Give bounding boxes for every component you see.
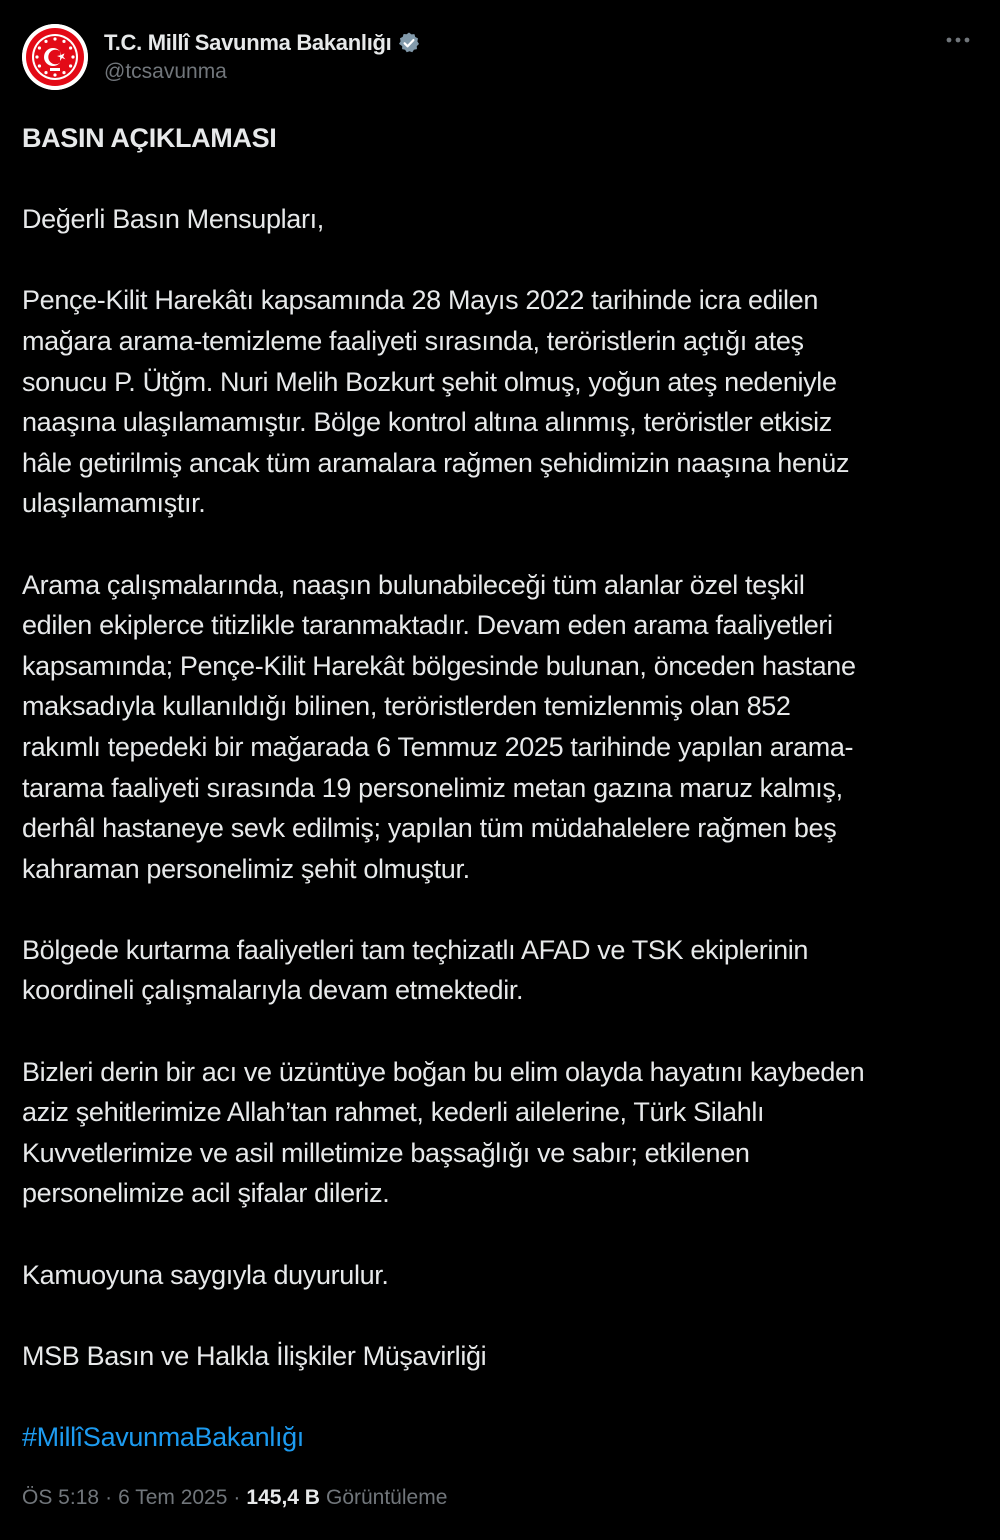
paragraph-incident-2022: Pençe-Kilit Harekâtı kapsamında 28 Mayıs 2022 tarihinde icra edilen mağara arama-temizleme faaliyeti sırasında, teröristlerin açtığı ateş sonucu P. Ütğm. Nuri Melih Bozkurt şehit olmuş, yoğun ateş nedeniyle naaşına ulaşılamamıştır. Bölge kontrol altına alınmış, teröristler etkisiz hâle getirilmiş ancak tüm aramalara rağmen şehidimizin naaşına henüz ulaşılamamıştır. (22, 285, 850, 519)
display-name[interactable]: T.C. Millî Savunma Bakanlığı (104, 30, 392, 55)
press-release-title: BASIN AÇIKLAMASI (22, 123, 277, 153)
author-names (104, 28, 421, 84)
more-options-icon[interactable] (942, 26, 974, 54)
views-label: Görüntüleme (325, 1486, 448, 1509)
tweet-date[interactable]: 6 Tem 2025 (118, 1486, 228, 1509)
verified-badge-icon[interactable] (397, 31, 421, 55)
tweet-time[interactable]: ÖS 5:18 (22, 1486, 100, 1509)
tweet-meta (22, 1483, 447, 1513)
paragraph-signature: MSB Basın ve Halkla İlişkiler Müşavirliği (22, 1340, 487, 1371)
tweet-text (22, 118, 978, 1498)
msb-logo-icon (22, 24, 88, 90)
paragraph-rescue-activities: Bölgede kurtarma faaliyetleri tam teçhizatlı AFAD ve TSK ekiplerinin koordineli çalışmalarıyla devam etmektedir. (22, 934, 809, 1006)
display-name-row (104, 28, 421, 58)
paragraph-announcement: Kamuoyuna saygıyla duyurulur. (22, 1259, 389, 1290)
paragraph-condolences: Bizleri derin bir acı ve üzüntüye boğan bu elim olayda hayatını kaybeden aziz şehitlerimize Allah’tan rahmet, kederli ailelerine, Türk Silahlı Kuvvetlerimize ve asil milletimize başsağlığı ve sabır; etkilenen personelimize acil şifalar dileriz. (22, 1056, 865, 1209)
paragraph-search-operation: Arama çalışmalarında, naaşın bulunabileceği tüm alanlar özel teşkil edilen ekiplerce titizlikle taranmaktadır. Devam eden arama faaliyetleri kapsamında; Pençe-Kilit Harekât bölgesinde bulunan, önceden hastane maksadıyla kullanıldığı bilinen, teröristlerden temizlenmiş olan 852 rakımlı tepedeki bir mağarada 6 Temmuz 2025 tarihinde yapılan arama- tarama faaliyeti sırasında 19 personelimiz metan gazına maruz kalmış, derhâl hastaneye sevk edilmiş; yapılan tüm müdahalelere rağmen beş kahraman personelimiz şehit olmuştur. (22, 569, 856, 884)
meta-separator: · (105, 1486, 113, 1509)
meta-separator: · (233, 1486, 241, 1509)
avatar[interactable] (22, 24, 88, 90)
handle[interactable]: @tcsavunma (104, 60, 227, 83)
paragraph-salutation: Değerli Basın Mensupları, (22, 204, 324, 235)
tweet-header (22, 24, 978, 92)
hashtag-link[interactable]: #MillîSavunmaBakanlığı (22, 1422, 304, 1452)
views-count[interactable]: 145,4 B (246, 1486, 320, 1509)
